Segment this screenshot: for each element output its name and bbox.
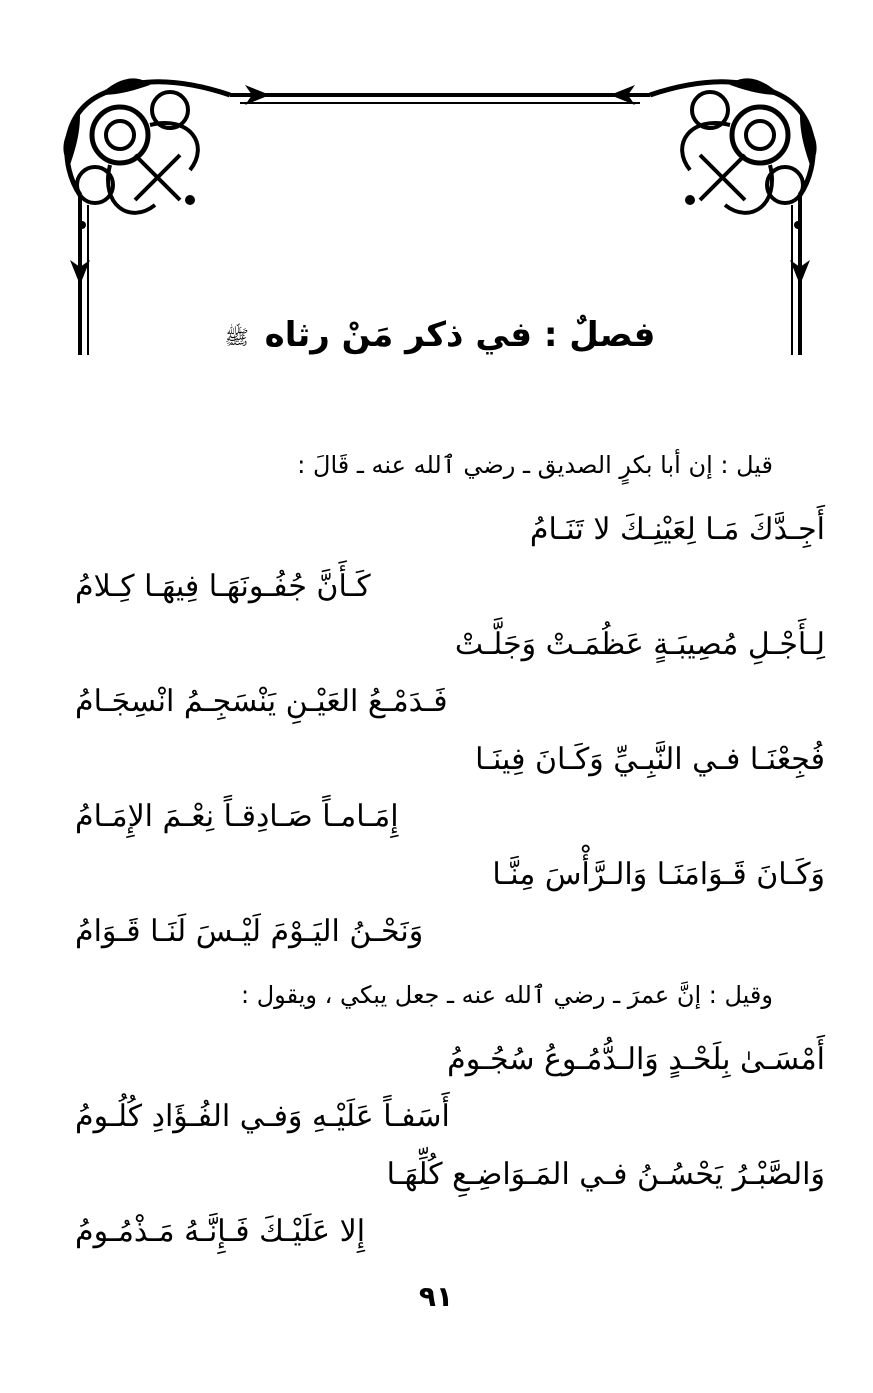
left-corner-ornament (67, 82, 230, 213)
verse-line: أَسَفـاً عَلَيْـهِ وَفـي الفُـؤَادِ كُلُـومُ (75, 1099, 450, 1134)
verse-line: إِلا عَلَيْـكَ فَـإِنَّـهُ مَـذْمُـومُ (75, 1214, 366, 1249)
verse-line: إِمَـامـاً صَـادِقـاً نِعْـمَ الإِمَـامُ (75, 799, 399, 834)
honorific-symbol: ﷺ (224, 324, 249, 349)
verse-line: وَالصَّبْـرُ يَحْسُـنُ فـي المَـوَاضِـعِ كُلِّهَـا (386, 1157, 825, 1192)
verse-line: وَكَـانَ قَـوَامَنَـا وَالـرَّأْسَ مِنَّـا (492, 857, 825, 892)
verse-line: كَـأَنَّ جُفُـونَهَـا فِيهَـا كِـلامُ (75, 569, 371, 604)
intro-umar: وقيل : إنَّ عمرَ ـ رضي ٱلله عنه ـ جعل يبكي ، ويقول : (241, 981, 773, 1009)
verse-line: أَجِـدَّكَ مَـا لِعَيْنِـكَ لا تَنَـامُ (529, 512, 825, 547)
right-corner-ornament (650, 82, 813, 213)
section-heading (200, 305, 680, 365)
heading-title: فصلٌ : في ذكر مَنْ رثاه (264, 315, 656, 355)
verse-line: أَمْسَـىٰ بِلَحْـدٍ وَالـدُّمُـوعُ سُجُـومُ (447, 1042, 825, 1077)
verse-line: وَنَحْـنُ اليَـوْمَ لَيْـسَ لَنَـا قَـوَامُ (75, 914, 424, 949)
verse-line: لِـأَجْـلِ مُصِيبَـةٍ عَظُمَـتْ وَجَلَّـتْ (454, 627, 825, 662)
verse-line: فُجِعْنَـا فـي النَّبِـيِّ وَكَـانَ فِينَـا (475, 742, 825, 777)
page-number: ٩١ (418, 1280, 454, 1313)
verse-line: فَـدَمْـعُ العَيْـنِ يَنْسَجِـمُ انْسِجَـامُ (75, 684, 448, 719)
intro-abu-bakr: قيل : إن أبا بكرٍ الصديق ـ رضي ٱلله عنه ـ قَالَ : (297, 451, 773, 479)
